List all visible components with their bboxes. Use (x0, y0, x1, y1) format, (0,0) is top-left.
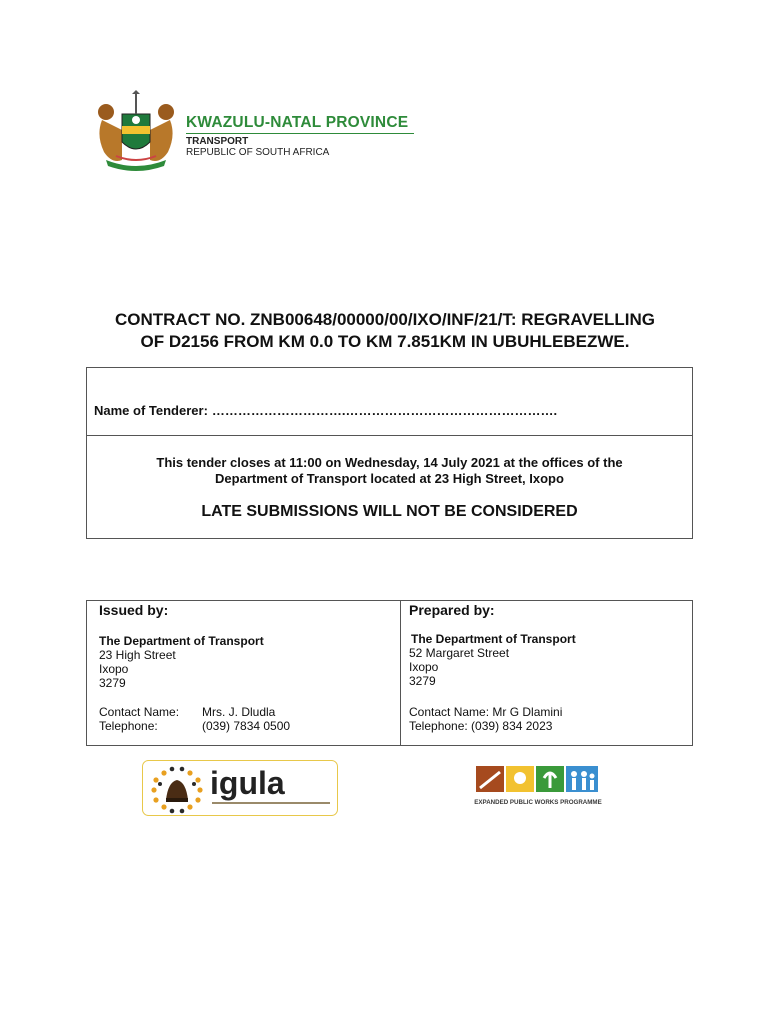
issued-by-heading: Issued by: (99, 602, 169, 618)
tenderer-name-row (94, 403, 557, 418)
issued-by-address: 23 High Street Ixopo 3279 (99, 648, 176, 690)
prepared-by-phone: Telephone: (039) 834 2023 (409, 719, 553, 733)
coat-of-arms-icon (92, 90, 180, 172)
issued-by-phone: (039) 7834 0500 (202, 719, 291, 733)
issued-by-contact-name: Mrs. J. Dludla (202, 705, 276, 719)
igula-wordmark: igula (210, 765, 285, 801)
header-divider (186, 133, 414, 134)
tenderer-name-field[interactable]: ………………………….…………………………………………. (211, 403, 558, 418)
closing-notice: This tender closes at 11:00 on Wednesday, 14 July 2021 at the offices of the Department of Transport located at 23 High Street, Ixopo (156, 455, 623, 486)
issued-by-contact-label: Contact Name: (99, 705, 180, 719)
issued-by-org: The Department of Transport (99, 634, 264, 648)
department-name: TRANSPORT (186, 136, 249, 147)
issued-by-phone-label: Telephone: (99, 719, 158, 733)
tender-box-divider (86, 435, 693, 436)
prepared-by-heading: Prepared by: (409, 602, 495, 618)
province-title: KWAZULU-NATAL PROVINCE (186, 114, 409, 131)
contract-title: CONTRACT NO. ZNB00648/00000/00/IXO/INF/21/T: REGRAVELLING OF D2156 FROM KM 0.0 TO KM 7.851KM IN UBUHLEBEZWE. (114, 310, 656, 351)
igula-logo-icon (142, 760, 338, 816)
prepared-by-org: The Department of Transport (411, 632, 576, 646)
epwp-logo-icon (470, 760, 606, 818)
epwp-caption: EXPANDED PUBLIC WORKS PROGRAMME (474, 799, 602, 806)
prepared-by-contact: Contact Name: Mr G Dlamini (409, 705, 563, 719)
prepared-by-address: 52 Margaret Street Ixopo 3279 (409, 646, 510, 688)
tenderer-name-label: Name of Tenderer: (94, 403, 208, 418)
contact-table (86, 600, 693, 746)
country-name: REPUBLIC OF SOUTH AFRICA (186, 147, 330, 158)
late-submission-notice: LATE SUBMISSIONS WILL NOT BE CONSIDERED (201, 503, 578, 520)
contact-table-divider (400, 600, 401, 746)
